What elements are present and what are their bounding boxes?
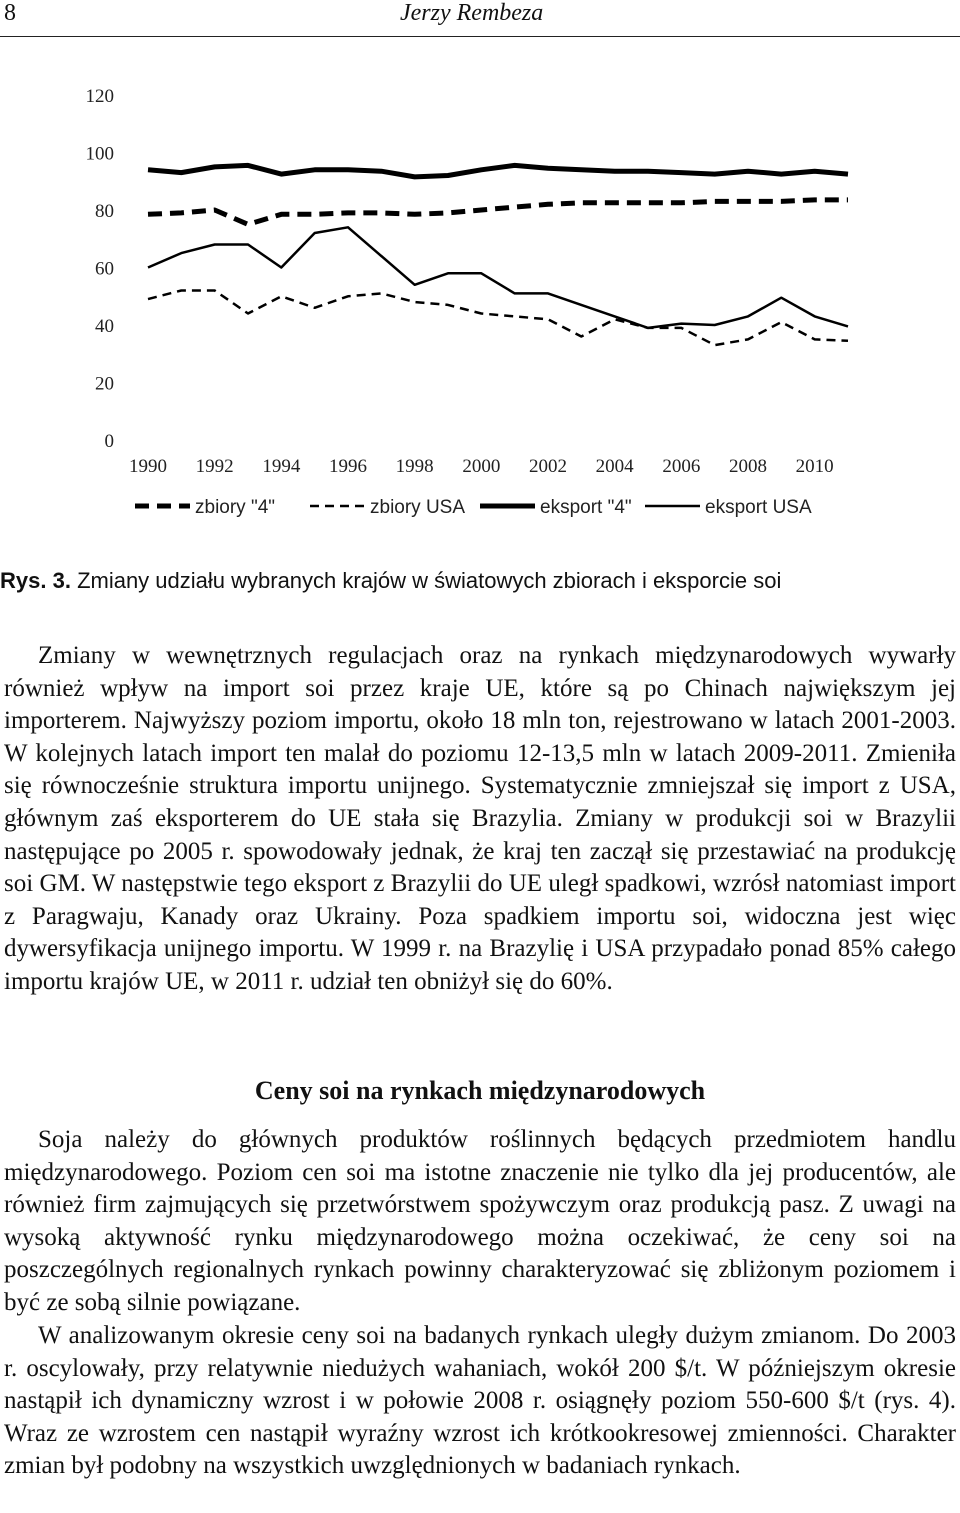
x-tick-label: 1992 [195, 456, 234, 477]
y-tick-label: 100 [85, 143, 114, 165]
x-tick-label: 2006 [662, 456, 701, 477]
x-tick-label: 1996 [329, 456, 367, 477]
y-tick-label: 0 [104, 431, 114, 452]
figure-label: Rys. 3. [0, 568, 71, 593]
legend-label: zbiory USA [370, 497, 466, 518]
x-axis [129, 456, 834, 477]
x-tick-label: 2002 [529, 456, 567, 477]
running-head-author: Jerzy Rembeza [400, 0, 544, 26]
y-tick-label: 80 [95, 201, 114, 222]
chart-legend [135, 497, 812, 518]
header-rule [0, 36, 960, 37]
series-line-2 [148, 165, 848, 177]
x-tick-label: 2004 [595, 456, 634, 477]
paragraph-soy-trade: Soja należy do głównych produktów roślinnych będących przedmiotem handlu międzynarodowego. Poziom cen soi ma istotne znaczenie nie tylko dla jej producentów, ale również firm zajmujących się przetwórstwem spożywczym oraz produkcją pasz. Z uwagi na wysoką aktywność rynku międzynarodowego można oczekiwać, że ceny soi na poszczególnych regionalnych rynkach powinny charakteryzować się zbliżonym poziomem i być ze sobą silnie powiązane. [4, 1126, 956, 1316]
x-tick-label: 2000 [462, 456, 501, 477]
legend-label: eksport USA [705, 497, 812, 518]
section-heading: Ceny soi na rynkach międzynarodowych [254, 1076, 706, 1105]
x-tick-label: 1994 [262, 456, 301, 477]
y-tick-label: 20 [95, 373, 114, 395]
legend-label: zbiory "4" [195, 497, 276, 518]
y-tick-label: 120 [85, 86, 114, 107]
x-tick-label: 2010 [795, 456, 834, 477]
page-number: 8 [4, 0, 16, 26]
figure-chart [0, 60, 960, 530]
legend-label: eksport "4" [540, 497, 632, 518]
x-tick-label: 2008 [729, 456, 767, 477]
y-tick-label: 40 [95, 316, 114, 337]
series-line-3 [148, 227, 848, 328]
page-header [0, 0, 960, 40]
paragraph-eu-import: Zmiany w wewnętrznych regulacjach oraz na rynkach międzynarodowych wywarły również wpływ na import soi przez kraje UE, które są po Chinach największym jej importerem. Najwyższy poziom importu, około 18 mln ton, rejestrowano w latach 2001-2003. W kolejnych latach import ten malał do poziomu 12-13,5 mln w latach 2009-2011. Zmieniła się równocześnie struktura importu unijnego. Systematycznie zmniejszał się import z USA, głównym zaś eksporterem do UE stała się Brazylia. Zmiany w produkcji soi w Brazylii następujące po 2005 r. spowodowały jednak, że kraj ten zaczął się przestawiać na produkcję soi GM. W następstwie tego eksport z Brazylii do UE uległ spadkowi, wzrósł natomiast import z Paragwaju, Kanady oraz Ukrainy. Poza spadkiem importu soi, widoczna jest więc dywersyfikacja unijnego importu. W 1999 r. na Brazylię i USA przypadało ponad 85% całego importu krajów UE, w 2011 r. udział ten obniżył się do 60%. [4, 642, 956, 995]
figure-caption-text: Zmiany udziału wybranych krajów w światowych zbiorach i eksporcie soi [77, 568, 782, 593]
chart-series [148, 165, 848, 345]
paragraph-price-changes: W analizowanym okresie ceny soi na badanych rynkach uległy dużym zmianom. Do 2003 r. oscylowały, przy relatywnie niedużych wahaniach, wokół 200 $/t. W późniejszym okresie nastąpił ich dynamiczny wzrost i w połowie 2008 r. osiągnęły poziom 550-600 $/t (rys. 4). Wraz ze wzrostem cen nastąpił wyraźny wzrost ich krótkookresowej zmienności. Charakter zmian był podobny na wszystkich uwzględnionych w badaniach rynkach. [4, 1322, 956, 1480]
y-tick-label: 60 [95, 258, 114, 280]
y-axis [86, 86, 115, 452]
figure-caption [0, 568, 781, 594]
x-tick-label: 1990 [129, 456, 167, 477]
x-tick-label: 1998 [395, 456, 434, 477]
series-line-0 [148, 200, 848, 225]
